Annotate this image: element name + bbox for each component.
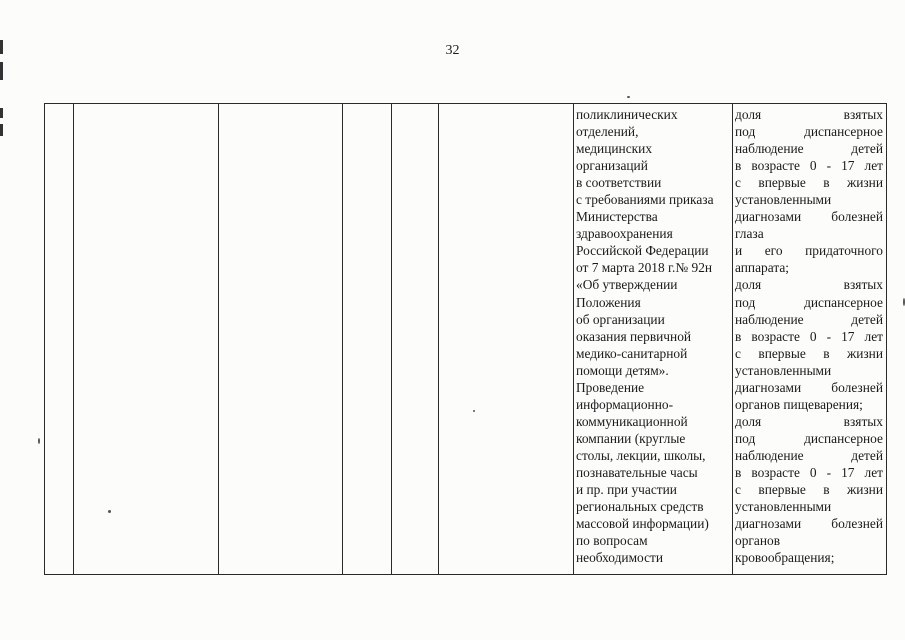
text-line: доля взятых [735, 107, 883, 122]
column-border [342, 103, 343, 575]
scan-speck [627, 96, 630, 98]
text-line: об организации [576, 311, 665, 327]
text-line: кровообращения; [735, 550, 835, 566]
page-number: 32 [445, 43, 460, 58]
text-line: и его придаточного [735, 243, 883, 259]
text-line: в возрасте 0 - 17 лет [735, 464, 883, 480]
text-line: «Об утверждении [576, 277, 678, 293]
scan-speck [473, 410, 475, 412]
text-line: помощи детям». [576, 362, 669, 378]
text-line: компании (круглые [576, 430, 686, 446]
text-line: в возрасте 0 - 17 лет [735, 158, 883, 174]
text-line: столы, лекции, школы, [576, 447, 706, 463]
column-border [573, 103, 574, 575]
text-line: региональных средств [576, 499, 704, 515]
scan-speck [108, 510, 111, 513]
text-line: медицинских [576, 141, 653, 157]
scan-edge-mark [0, 124, 3, 136]
text-line: органов [735, 533, 781, 549]
text-line: наблюдение детей [735, 311, 883, 327]
text-line: диагнозами болезней [735, 209, 883, 225]
text-line: доля взятых [735, 277, 883, 293]
text-line: диагнозами болезней [735, 516, 883, 532]
text-line: отделений, [576, 124, 639, 140]
text-line: установленными [735, 362, 832, 378]
column-border [218, 103, 219, 575]
column-border [44, 103, 45, 575]
text-line: от 7 марта 2018 г.№ 92н [576, 260, 713, 276]
scan-speck [38, 438, 40, 444]
column-border [732, 103, 733, 575]
text-line: с впервые в жизни [735, 345, 883, 361]
text-line: с требованиями приказа [576, 192, 714, 208]
table-top-border [44, 103, 887, 104]
text-line: установленными [735, 499, 832, 515]
text-line: необходимости [576, 550, 664, 566]
scan-edge-mark [0, 40, 3, 54]
text-line: здравоохранения [576, 226, 673, 242]
text-line: Положения [576, 294, 641, 310]
text-line: медико-санитарной [576, 345, 688, 361]
text-line: и пр. при участии [576, 482, 677, 498]
table-cell-indicators [735, 106, 883, 566]
text-line: аппарата; [735, 260, 790, 276]
text-line: глаза [735, 226, 764, 242]
text-line: по вопросам [576, 533, 648, 549]
column-border [438, 103, 439, 575]
text-line: организаций [576, 158, 648, 174]
column-border [391, 103, 392, 575]
text-line: наблюдение детей [735, 447, 883, 463]
scan-edge-mark [0, 62, 3, 80]
text-line: Министерства [576, 209, 658, 225]
text-line: под диспансерное [735, 430, 883, 446]
text-line: наблюдение детей [735, 141, 883, 157]
text-line: в возрасте 0 - 17 лет [735, 328, 883, 344]
text-line: диагнозами болезней [735, 379, 883, 395]
text-line: Проведение [576, 379, 645, 395]
column-border [73, 103, 74, 575]
text-line: познавательные часы [576, 464, 698, 480]
table-bottom-border [44, 574, 887, 575]
text-line: с впервые в жизни [735, 482, 883, 498]
text-line: под диспансерное [735, 294, 883, 310]
text-line: коммуникационной [576, 413, 688, 429]
text-line: оказания первичной [576, 328, 692, 344]
text-line: установленными [735, 192, 832, 208]
column-border [886, 103, 887, 575]
table-cell-activity [576, 106, 732, 566]
text-line: доля взятых [735, 413, 883, 429]
text-line: органов пищеварения; [735, 396, 863, 412]
text-line: массовой информации) [576, 516, 709, 532]
scan-edge-mark [0, 108, 3, 118]
text-line: информационно- [576, 396, 674, 412]
text-line: под диспансерное [735, 124, 883, 140]
text-line: Российской Федерации [576, 243, 709, 259]
text-line: поликлинических [576, 107, 678, 122]
text-line: в соответствии [576, 175, 662, 191]
text-line: с впервые в жизни [735, 175, 883, 191]
